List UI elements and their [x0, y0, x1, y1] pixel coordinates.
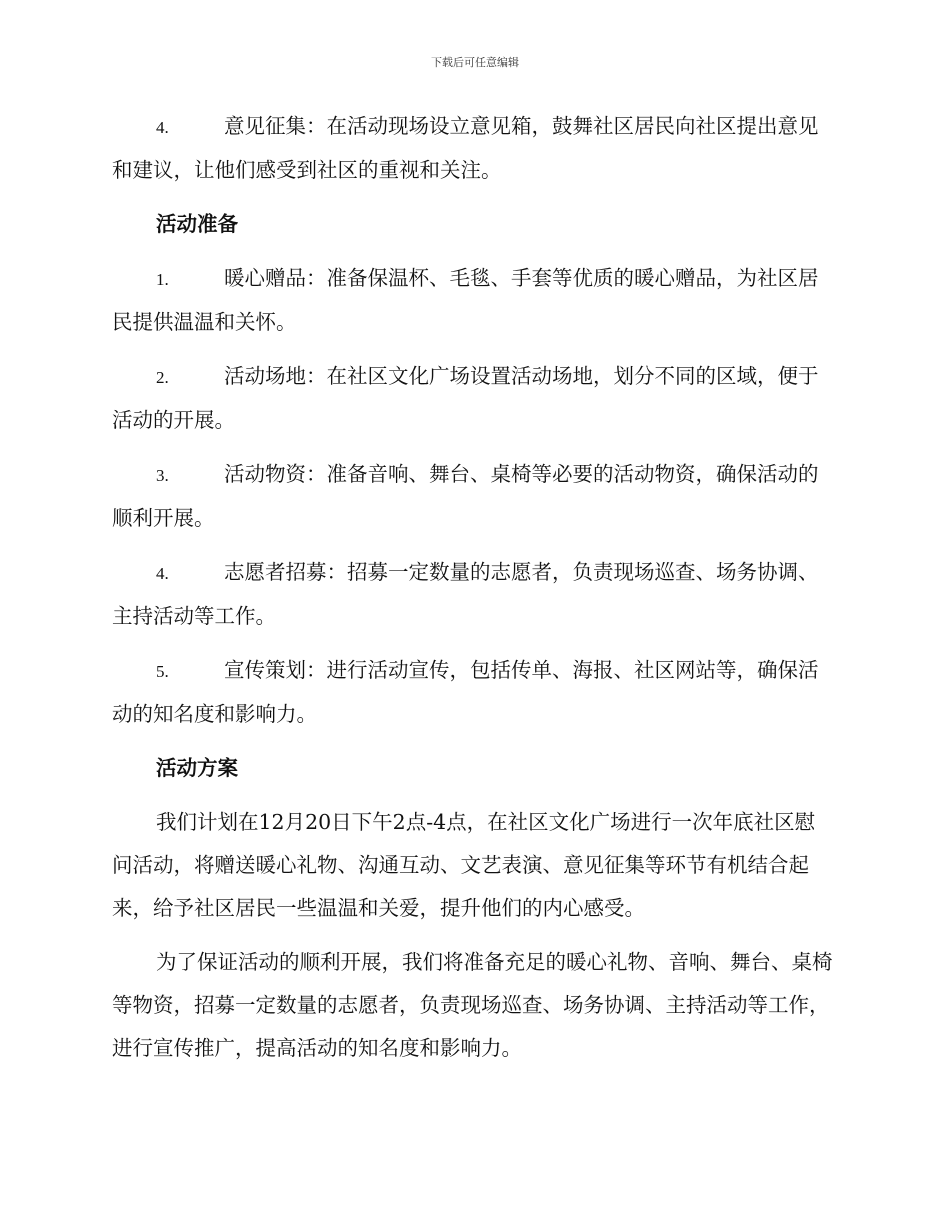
list-item-opinion	[112, 105, 834, 192]
list-item	[112, 355, 834, 442]
list-item-number: 4.	[156, 564, 169, 583]
list-item	[112, 453, 834, 540]
paragraph: 我们计划在12月20日下午2点-4点，在社区文化广场进行一次年底社区慰问活动，将赠送暖心礼物、沟通互动、文艺表演、意见征集等环节有机结合起来，给予社区居民一些温温和关爱，提升他们的内心感受。	[112, 810, 816, 920]
page-header: 下载后可任意编辑	[431, 56, 519, 69]
list-item	[112, 257, 834, 344]
list-item-text: 意见征集：在活动现场设立意见箱，鼓舞社区居民向社区提出意见和建议，让他们感受到社区的重视和关注。	[112, 114, 819, 182]
list-item-number: 1.	[156, 270, 169, 289]
list-item-text: 宣传策划：进行活动宣传，包括传单、海报、社区网站等，确保活动的知名度和影响力。	[112, 658, 819, 726]
list-item-text: 志愿者招募：招募一定数量的志愿者，负责现场巡查、场务协调、主持活动等工作。	[112, 560, 819, 628]
list-item-number: 5.	[156, 662, 169, 681]
list-item-text: 活动物资：准备音响、舞台、桌椅等必要的活动物资，确保活动的顺利开展。	[112, 462, 819, 530]
list-item	[112, 649, 834, 736]
section-heading-prep: 活动准备	[156, 212, 238, 236]
document-body	[112, 105, 834, 1081]
section-heading-plan: 活动方案	[156, 756, 238, 780]
list-item	[112, 551, 834, 638]
list-item-number: 2.	[156, 368, 169, 387]
list-item-number: 4.	[156, 118, 169, 137]
list-item-text: 暖心赠品：准备保温杯、毛毯、手套等优质的暖心赠品，为社区居民提供温温和关怀。	[112, 266, 819, 334]
paragraph: 为了保证活动的顺利开展，我们将准备充足的暖心礼物、音响、舞台、桌椅等物资，招募一定数量的志愿者，负责现场巡查、场务协调、主持活动等工作，进行宣传推广，提高活动的知名度和影响力。	[112, 950, 833, 1060]
list-item-number: 3.	[156, 466, 169, 485]
list-item-text: 活动场地：在社区文化广场设置活动场地，划分不同的区域，便于活动的开展。	[112, 364, 819, 432]
